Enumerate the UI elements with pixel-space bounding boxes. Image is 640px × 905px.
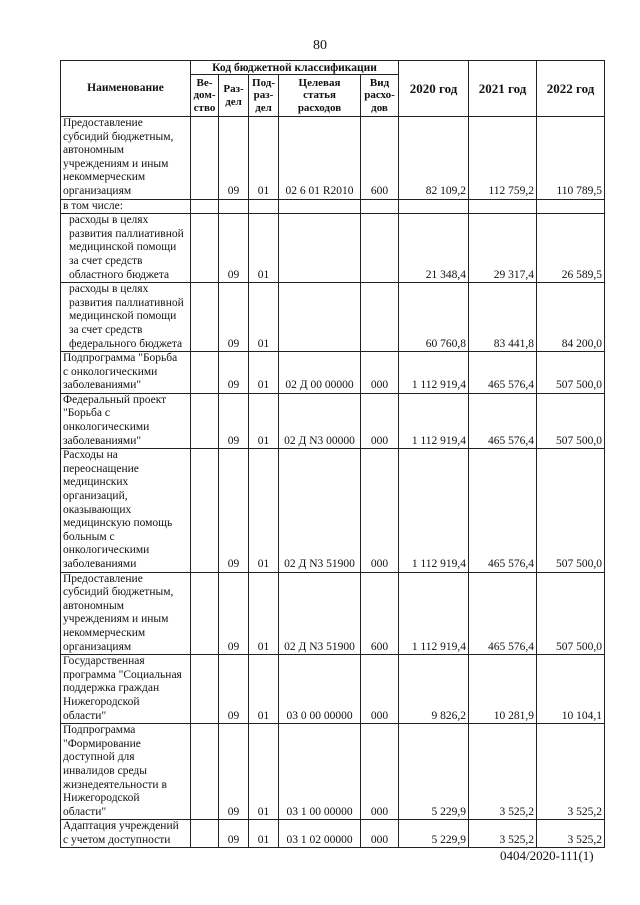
row-name-line: развития паллиативной — [69, 296, 184, 309]
vedomstvo-cell — [191, 820, 219, 848]
razdel-cell: 09 — [219, 820, 249, 848]
row-name-line: "Формирование — [63, 737, 141, 750]
target-article-cell: 02 Д N3 51900 — [279, 572, 361, 655]
amount-2022-cell: 507 500,0 — [537, 393, 605, 448]
podrazdel-cell: 01 — [249, 572, 279, 655]
razdel-cell: 09 — [219, 572, 249, 655]
podrazdel-cell: 01 — [249, 724, 279, 820]
row-name-line: развития паллиативной — [69, 227, 184, 240]
amount-2020-cell: 82 109,2 — [399, 117, 469, 200]
amount-2022-cell: 507 500,0 — [537, 352, 605, 394]
amount-2021-cell — [469, 199, 537, 214]
amount-2020-cell — [399, 199, 469, 214]
header-name: Наименование — [61, 61, 191, 117]
row-name-line: области" — [63, 709, 107, 722]
row-name-line: расходы в целях — [69, 283, 149, 296]
expense-type-cell: 000 — [361, 724, 399, 820]
table-row — [61, 214, 605, 283]
vedomstvo-cell — [191, 724, 219, 820]
row-name-line: с учетом доступности — [63, 833, 171, 846]
podrazdel-cell: 01 — [249, 655, 279, 724]
table-row — [61, 393, 605, 448]
amount-2022-cell: 26 589,5 — [537, 214, 605, 283]
amount-2022-cell: 110 789,5 — [537, 117, 605, 200]
table-row — [61, 820, 605, 848]
amount-2022-cell: 507 500,0 — [537, 572, 605, 655]
row-name-line: за счет средств — [69, 323, 143, 336]
row-name-cell — [61, 214, 191, 283]
row-name-line: медицинской помощи — [69, 241, 177, 254]
row-name-line: организациям — [63, 184, 132, 197]
table-row — [61, 449, 605, 572]
expense-type-cell: 000 — [361, 393, 399, 448]
expense-type-cell — [361, 199, 399, 214]
header-year-2022: 2022 год — [537, 61, 605, 117]
header-vedomstvo: Ве- дом- ство — [191, 75, 219, 117]
row-name-line: поддержка граждан — [63, 682, 160, 695]
target-article-cell: 03 1 02 00000 — [279, 820, 361, 848]
podrazdel-cell: 01 — [249, 117, 279, 200]
vedomstvo-cell — [191, 199, 219, 214]
row-name-cell — [61, 117, 191, 200]
amount-2020-cell: 1 112 919,4 — [399, 393, 469, 448]
amount-2022-cell: 507 500,0 — [537, 449, 605, 572]
row-name-line: автономным — [63, 599, 124, 612]
header-year-2020: 2020 год — [399, 61, 469, 117]
row-name-line: доступной для — [63, 751, 135, 764]
vedomstvo-cell — [191, 214, 219, 283]
header-year-2021: 2021 год — [469, 61, 537, 117]
target-article-cell — [279, 214, 361, 283]
row-name-line: Нижегородской — [63, 695, 140, 708]
header-target-article: Целевая статья расходов — [279, 75, 361, 117]
row-name-cell — [61, 724, 191, 820]
expense-type-cell: 000 — [361, 655, 399, 724]
header-podrazdel: Под- раз- дел — [249, 75, 279, 117]
page-number: 80 — [313, 38, 327, 53]
amount-2020-cell: 1 112 919,4 — [399, 352, 469, 394]
amount-2020-cell: 60 760,8 — [399, 283, 469, 352]
amount-2020-cell: 5 229,9 — [399, 820, 469, 848]
expense-type-cell: 600 — [361, 572, 399, 655]
podrazdel-cell — [249, 199, 279, 214]
expense-type-cell — [361, 283, 399, 352]
vedomstvo-cell — [191, 283, 219, 352]
row-name-line: онкологическими — [63, 544, 150, 557]
amount-2021-cell: 10 281,9 — [469, 655, 537, 724]
podrazdel-cell: 01 — [249, 283, 279, 352]
target-article-cell: 02 6 01 R2010 — [279, 117, 361, 200]
table-row — [61, 352, 605, 394]
row-name-line: больным с — [63, 530, 115, 543]
row-name-line: переоснащение — [63, 462, 139, 475]
table-row — [61, 117, 605, 200]
row-name-line: Адаптация учреждений — [63, 820, 179, 833]
amount-2022-cell: 84 200,0 — [537, 283, 605, 352]
table-header — [61, 61, 605, 117]
table-row — [61, 724, 605, 820]
row-name-line: автономным — [63, 144, 124, 157]
expense-type-cell: 000 — [361, 352, 399, 394]
amount-2021-cell: 29 317,4 — [469, 214, 537, 283]
row-name-line: медицинской помощи — [69, 310, 177, 323]
podrazdel-cell: 01 — [249, 352, 279, 394]
amount-2021-cell: 465 576,4 — [469, 393, 537, 448]
row-name-line: Государственная — [63, 655, 145, 668]
target-article-cell: 03 0 00 00000 — [279, 655, 361, 724]
row-name-line: областного бюджета — [69, 268, 170, 281]
amount-2021-cell: 112 759,2 — [469, 117, 537, 200]
document-code: 0404/2020-111(1) — [500, 848, 594, 863]
vedomstvo-cell — [191, 117, 219, 200]
row-name-line: Расходы на — [63, 449, 118, 462]
expense-type-cell: 600 — [361, 117, 399, 200]
amount-2020-cell: 1 112 919,4 — [399, 572, 469, 655]
razdel-cell: 09 — [219, 724, 249, 820]
header-classification-group: Код бюджетной классификации — [191, 61, 399, 75]
row-name-cell — [61, 199, 191, 214]
amount-2020-cell: 21 348,4 — [399, 214, 469, 283]
target-article-cell — [279, 199, 361, 214]
row-name-line: за счет средств — [69, 254, 143, 267]
table-row — [61, 283, 605, 352]
row-name-line: медицинскую помощь — [63, 517, 173, 530]
header-razdel: Раз- дел — [219, 75, 249, 117]
razdel-cell — [219, 199, 249, 214]
podrazdel-cell: 01 — [249, 214, 279, 283]
row-name-cell — [61, 352, 191, 394]
budget-table — [60, 60, 605, 848]
amount-2021-cell: 465 576,4 — [469, 449, 537, 572]
row-name-line: организациям — [63, 640, 132, 653]
row-name-line: субсидий бюджетным, — [63, 130, 174, 143]
row-name-line: учреждениям и иным — [63, 157, 169, 170]
amount-2022-cell: 10 104,1 — [537, 655, 605, 724]
row-name-line: области" — [63, 805, 107, 818]
target-article-cell: 02 Д N3 51900 — [279, 449, 361, 572]
target-article-cell: 03 1 00 00000 — [279, 724, 361, 820]
amount-2022-cell: 3 525,2 — [537, 820, 605, 848]
row-name-line: организаций, — [63, 490, 128, 503]
table-row — [61, 655, 605, 724]
row-name-line: заболеваниями — [63, 558, 137, 570]
row-name-line: федерального бюджета — [69, 337, 183, 350]
amount-2021-cell: 3 525,2 — [469, 724, 537, 820]
row-name-line: Подпрограмма "Борьба — [63, 352, 178, 365]
row-name-cell — [61, 393, 191, 448]
target-article-cell — [279, 283, 361, 352]
row-name-line: "Борьба с — [63, 407, 110, 420]
expense-type-cell: 000 — [361, 449, 399, 572]
amount-2021-cell: 465 576,4 — [469, 572, 537, 655]
table-body — [61, 117, 605, 848]
podrazdel-cell: 01 — [249, 393, 279, 448]
row-name-line: расходы в целях — [69, 214, 149, 227]
row-name-line: Предоставление — [63, 572, 143, 585]
row-name-line: заболеваниями" — [63, 379, 142, 392]
row-name-line: учреждениям и иным — [63, 613, 169, 626]
row-name-cell — [61, 449, 191, 572]
razdel-cell: 09 — [219, 449, 249, 572]
row-name-cell — [61, 572, 191, 655]
row-name-line: Нижегородской — [63, 792, 140, 805]
table-row — [61, 572, 605, 655]
razdel-cell: 09 — [219, 283, 249, 352]
amount-2020-cell: 1 112 919,4 — [399, 449, 469, 572]
table-row — [61, 199, 605, 214]
amount-2020-cell: 5 229,9 — [399, 724, 469, 820]
razdel-cell: 09 — [219, 214, 249, 283]
razdel-cell: 09 — [219, 655, 249, 724]
razdel-cell: 09 — [219, 393, 249, 448]
amount-2020-cell: 9 826,2 — [399, 655, 469, 724]
row-name-line: инвалидов среды — [63, 764, 147, 777]
row-name-line: медицинских — [63, 476, 129, 489]
vedomstvo-cell — [191, 393, 219, 448]
amount-2021-cell: 465 576,4 — [469, 352, 537, 394]
amount-2021-cell: 3 525,2 — [469, 820, 537, 848]
header-expense-type: Вид расхо- дов — [361, 75, 399, 117]
row-name-line: в том числе: — [63, 199, 123, 212]
target-article-cell: 02 Д N3 00000 — [279, 393, 361, 448]
row-name-cell — [61, 655, 191, 724]
amount-2021-cell: 83 441,8 — [469, 283, 537, 352]
razdel-cell: 09 — [219, 117, 249, 200]
row-name-line: Федеральный проект — [63, 393, 167, 406]
row-name-line: Предоставление — [63, 117, 143, 129]
vedomstvo-cell — [191, 352, 219, 394]
row-name-line: субсидий бюджетным, — [63, 586, 174, 599]
vedomstvo-cell — [191, 655, 219, 724]
target-article-cell: 02 Д 00 00000 — [279, 352, 361, 394]
row-name-line: программа "Социальная — [63, 668, 182, 681]
row-name-line: жизнедеятельности в — [63, 778, 167, 791]
amount-2022-cell — [537, 199, 605, 214]
row-name-line: онкологическими — [63, 421, 150, 434]
podrazdel-cell: 01 — [249, 449, 279, 572]
podrazdel-cell: 01 — [249, 820, 279, 848]
expense-type-cell — [361, 214, 399, 283]
row-name-line: оказывающих — [63, 503, 132, 516]
expense-type-cell: 000 — [361, 820, 399, 848]
amount-2022-cell: 3 525,2 — [537, 724, 605, 820]
row-name-cell — [61, 820, 191, 848]
vedomstvo-cell — [191, 572, 219, 655]
vedomstvo-cell — [191, 449, 219, 572]
row-name-line: с онкологическими — [63, 365, 158, 378]
row-name-line: некоммерческим — [63, 626, 146, 639]
row-name-cell — [61, 283, 191, 352]
razdel-cell: 09 — [219, 352, 249, 394]
row-name-line: заболеваниями" — [63, 434, 142, 447]
row-name-line: Подпрограмма — [63, 724, 136, 737]
row-name-line: некоммерческим — [63, 171, 146, 184]
